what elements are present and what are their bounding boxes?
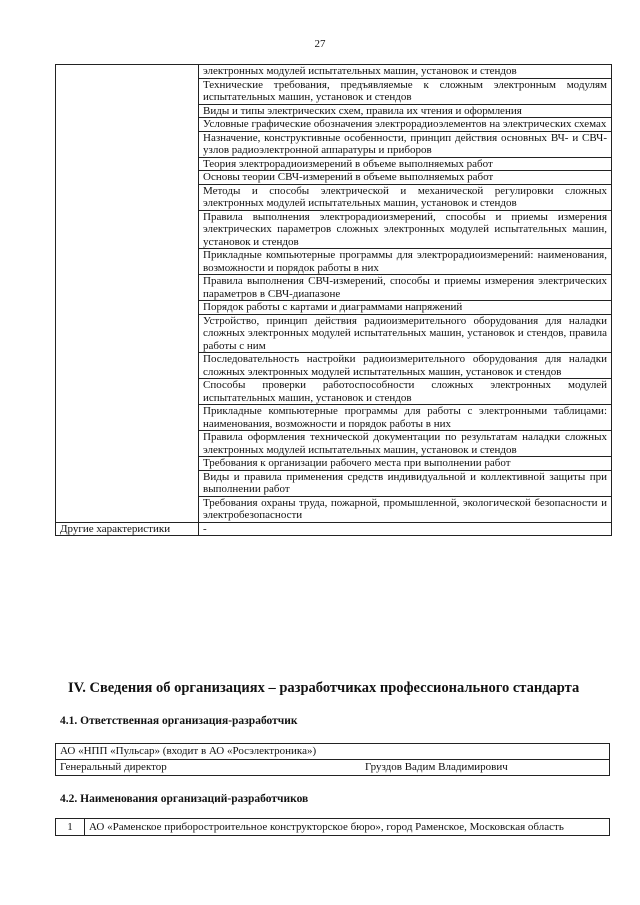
knowledge-item: Порядок работы с картами и диаграммами напряжений xyxy=(199,301,612,315)
developer-name: АО «Раменское приборостроительное конструкторское бюро», город Раменское, Московская область xyxy=(85,819,610,836)
knowledge-item: Виды и правила применения средств индивидуальной и коллективной защиты при выполнении работ xyxy=(199,470,612,496)
knowledge-item: электронных модулей испытательных машин, установок и стендов xyxy=(199,65,612,79)
developer-orgs-table xyxy=(55,818,610,836)
other-characteristics-label: Другие характеристики xyxy=(56,522,199,536)
section-title: IV. Сведения об организациях – разработчиках профессионального стандарта xyxy=(68,680,580,696)
knowledge-item: Теория электрорадиоизмерений в объеме выполняемых работ xyxy=(199,157,612,171)
other-characteristics-value: - xyxy=(199,522,612,536)
knowledge-item: Прикладные компьютерные программы для электрорадиоизмерений: наименования, возможности и порядок работы в них xyxy=(199,249,612,275)
knowledge-item: Условные графические обозначения электрорадиоэлементов на электрических схемах xyxy=(199,118,612,132)
knowledge-item: Правила оформления технической документации по результатам наладки сложных электронных модулей испытательных машин, установок и стендов xyxy=(199,431,612,457)
knowledge-item: Технические требования, предъявляемые к сложным электронным модулям испытательных машин, установок и стендов xyxy=(199,78,612,104)
knowledge-item: Правила выполнения электрорадиоизмерений, способы и приемы измерения электрических параметров сложных электронных модулей испытательных машин, установок и стендов xyxy=(199,210,612,249)
responsible-org-box xyxy=(55,743,610,776)
knowledge-item: Устройство, принцип действия радиоизмерительного оборудования для наладки сложных электронных модулей испытательных машин, установок и стендов, правила работы с ним xyxy=(199,314,612,353)
director-name: Груздов Вадим Владимирович xyxy=(365,761,508,773)
responsible-org-heading: 4.1. Ответственная организация-разработчик xyxy=(60,715,298,727)
category-cell xyxy=(56,65,199,523)
knowledge-item: Методы и способы электрической и механической регулировки сложных электронных модулей испытательных машин, установок и стендов xyxy=(199,184,612,210)
director-row xyxy=(55,760,610,776)
knowledge-item: Требования к организации рабочего места при выполнении работ xyxy=(199,457,612,471)
knowledge-item: Основы теории СВЧ-измерений в объеме выполняемых работ xyxy=(199,171,612,185)
table-row xyxy=(56,65,612,79)
knowledge-item: Правила выполнения СВЧ-измерений, способы и приемы измерения электрических параметров в СВЧ-диапазоне xyxy=(199,275,612,301)
requirements-table xyxy=(55,64,612,536)
table-row xyxy=(56,819,610,836)
developer-number: 1 xyxy=(56,819,85,836)
knowledge-item: Прикладные компьютерные программы для работы с электронными таблицами: наименования, возможности и порядок работы в них xyxy=(199,405,612,431)
director-role: Генеральный директор xyxy=(60,761,167,773)
responsible-org-name: АО «НПП «Пульсар» (входит в АО «Росэлектроника») xyxy=(55,743,610,760)
page-number: 27 xyxy=(314,38,326,50)
knowledge-item: Последовательность настройки радиоизмерительного оборудования для наладки сложных электронных модулей испытательных машин, установок и стендов xyxy=(199,353,612,379)
knowledge-item: Виды и типы электрических схем, правила их чтения и оформления xyxy=(199,104,612,118)
table-row xyxy=(56,522,612,536)
developer-orgs-heading: 4.2. Наименования организаций-разработчиков xyxy=(60,793,309,805)
knowledge-item: Назначение, конструктивные особенности, принцип действия основных ВЧ- и СВЧ-узлов радиоэлектронной аппаратуры и приборов xyxy=(199,131,612,157)
knowledge-item: Требования охраны труда, пожарной, промышленной, экологической безопасности и электробезопасности xyxy=(199,496,612,522)
knowledge-item: Способы проверки работоспособности сложных электронных модулей испытательных машин, установок и стендов xyxy=(199,379,612,405)
